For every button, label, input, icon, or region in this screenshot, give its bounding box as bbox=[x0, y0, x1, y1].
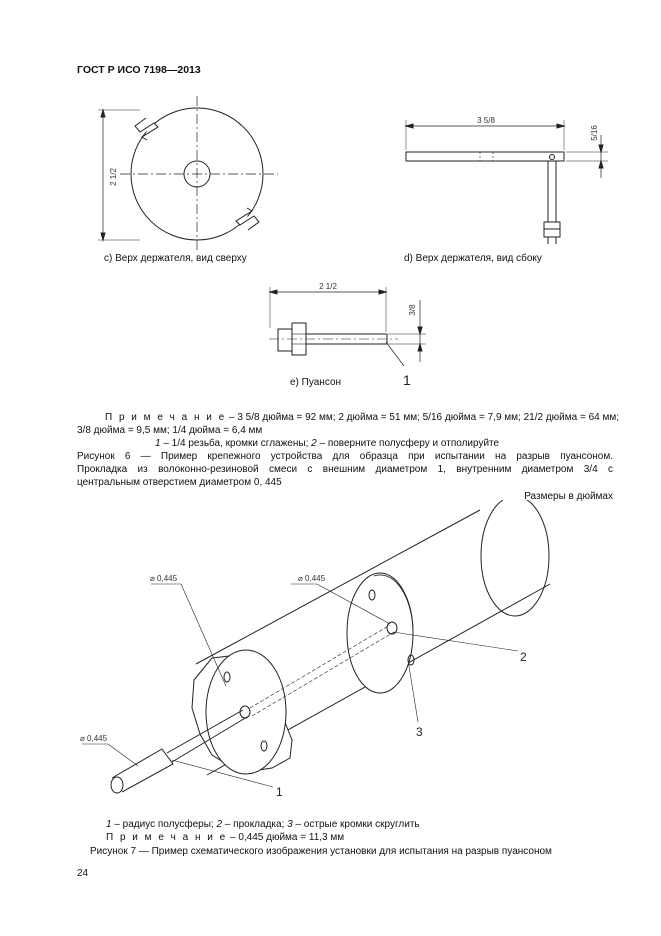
callout-1: 1 bbox=[276, 785, 283, 799]
figure6-drawings bbox=[0, 0, 661, 400]
punch-drawing bbox=[269, 287, 426, 366]
f7-legend-text-2: – прокладка; bbox=[222, 819, 288, 830]
f7-legend-num-2: 2 bbox=[216, 819, 223, 830]
figure7-note-text: – 0,445 дюйма = 11,3 мм bbox=[227, 832, 345, 843]
figure6-caption-line2: Прокладка из волоконно-резиновой смеси с внешним диаметром 1, внутренним диаметром 3/4 с bbox=[77, 464, 613, 475]
f7-legend-num-1: 1 bbox=[106, 819, 112, 830]
dim-e-thickness: 3/8 bbox=[408, 304, 417, 316]
legend-num-1: 1 bbox=[155, 438, 161, 449]
units-note: Размеры в дюймах bbox=[524, 491, 613, 502]
holder-top-view-drawing bbox=[98, 96, 278, 252]
figure6-note-line2: 3/8 дюйма = 9,5 мм; 1/4 дюйма = 6,4 мм bbox=[77, 425, 263, 436]
callout-e-1: 1 bbox=[403, 372, 411, 388]
figure6-note-line1 bbox=[105, 412, 620, 425]
dia-label-mid: ⌀ 0,445 bbox=[150, 574, 178, 583]
legend-num-2: 2 bbox=[311, 438, 317, 449]
caption-d: d) Верх держателя, вид сбоку bbox=[404, 253, 542, 264]
caption-e: е) Пуансон bbox=[290, 377, 342, 388]
figure6-note-text1: – 3 5/8 дюйма = 92 мм; 2 дюйма = 51 мм; 5/16 дюйма = 7,9 мм; 21/2 дюйма = 64 мм; bbox=[226, 412, 620, 423]
legend-text-1: – 1/4 резьба, кромки сглажены; bbox=[160, 438, 312, 449]
figure7-caption: Рисунок 7 — Пример схематического изображения установки для испытания на разрыв пуансоном bbox=[90, 846, 552, 857]
dim-c-vertical: 2 1/2 bbox=[109, 168, 118, 186]
figure7-note bbox=[106, 832, 344, 845]
legend-text-2: – поверните полусферу и отполируйте bbox=[316, 438, 500, 449]
f7-legend-num-3: 3 bbox=[287, 819, 293, 830]
f7-legend-text-1: – радиус полусферы; bbox=[111, 819, 217, 830]
dim-e-width: 2 1/2 bbox=[319, 282, 337, 291]
figure6-caption-line1: Рисунок 6 — Пример крепежного устройства для образца при испытании на разрыв пуансоном. bbox=[77, 451, 613, 462]
callout-3: 3 bbox=[416, 725, 423, 739]
document-header: ГОСТ Р ИСО 7198—2013 bbox=[77, 64, 201, 76]
dia-label-top: ⌀ 0,445 bbox=[298, 574, 326, 583]
figure6-note-label: П р и м е ч а н и е bbox=[105, 412, 227, 423]
cylinder-assembly bbox=[82, 500, 550, 793]
dim-d-width: 3 5/8 bbox=[477, 116, 495, 125]
page-number: 24 bbox=[77, 868, 89, 879]
dia-label-low: ⌀ 0,445 bbox=[80, 734, 108, 743]
dim-d-thickness: 5/16 bbox=[590, 125, 599, 141]
figure6-legend bbox=[155, 438, 499, 451]
figure7-legend bbox=[106, 819, 420, 832]
f7-legend-text-3: – острые кромки скруглить bbox=[292, 819, 420, 830]
holder-side-view-drawing bbox=[406, 120, 608, 244]
caption-c: с) Верх держателя, вид сверху bbox=[104, 253, 247, 264]
figure6-caption-line3: центральным отверстием диаметром 0, 445 bbox=[77, 477, 282, 488]
figure7-drawing bbox=[0, 500, 661, 820]
figure7-note-label: П р и м е ч а н и е bbox=[106, 832, 228, 843]
callout-2: 2 bbox=[520, 650, 527, 664]
